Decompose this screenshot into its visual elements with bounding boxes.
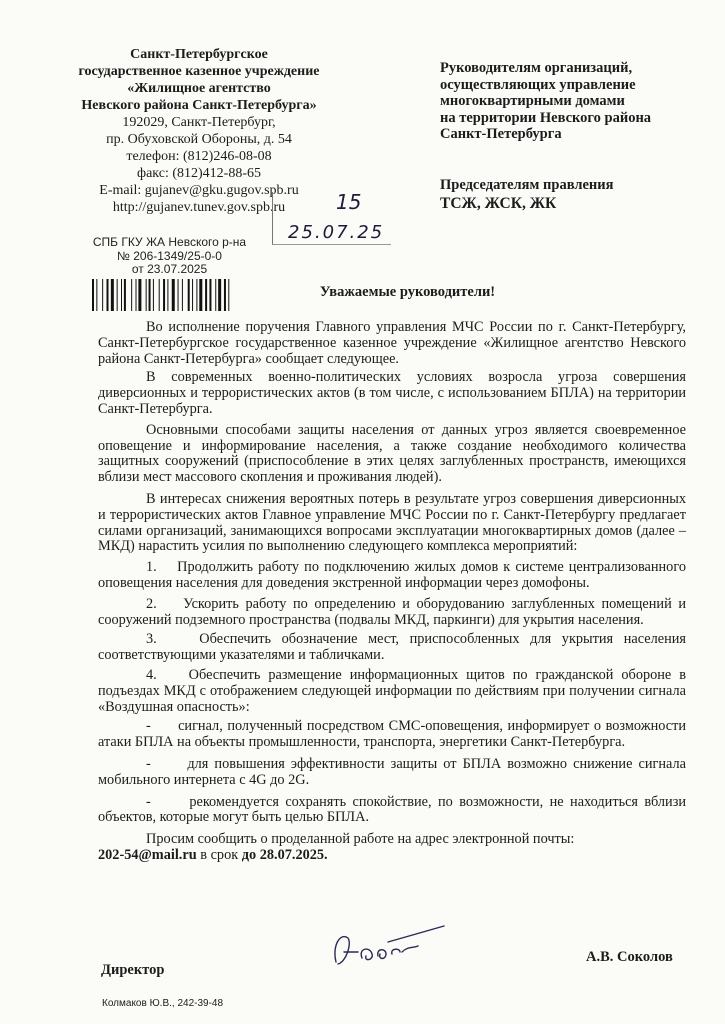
recipient-block-2 <box>440 177 710 212</box>
contact-email[interactable]: 202-54@mail.ru <box>98 846 197 863</box>
deadline-date: до 28.07.2025. <box>241 846 328 863</box>
sender-block <box>40 46 358 216</box>
stamp-date: от 23.07.2025 <box>131 262 208 276</box>
dash-item-3: - рекомендуется сохранять спокойствие, по возможности, не находиться вблизи объектов, которые могут быть целью БПЛА. <box>98 793 686 826</box>
signature-name: А.В. Соколов <box>586 949 673 965</box>
sender-fax: факс: (812)412-88-65 <box>137 166 261 181</box>
list-item-3: 3. Обеспечить обозначение мест, приспособленных для укрытия населения соответствующими указателями и табличками. <box>98 631 686 664</box>
recipient-line-3: многоквартирными домами <box>440 93 625 109</box>
stamp-number: № 206-1349/25-0-0 <box>117 248 222 263</box>
sender-line-2: государственное казенное учреждение <box>78 64 320 79</box>
paragraph-1: Во исполнение поручения Главного управления МЧС России по г. Санкт-Петербургу, Санкт-Петербургское государственное казенное учреждение «Жилищное агентство Невского района Санкт-Петербурга» сообщает следующее. <box>98 319 686 367</box>
dash-item-2: - для повышения эффективности защиты от БПЛА возможно снижение сигнала мобильного интернета с 4G до 2G. <box>98 755 686 788</box>
sender-phone: телефон: (812)246-08-08 <box>126 149 272 164</box>
signature-title: Директор <box>101 962 165 978</box>
sender-address-2: пр. Обуховской Обороны, д. 54 <box>106 132 292 147</box>
recipient-line-2: осуществляющих управление <box>440 76 636 93</box>
registration-stamp <box>62 236 277 277</box>
recipient-line-7: ТСЖ, ЖСК, ЖК <box>440 194 557 212</box>
handwritten-signature <box>318 918 448 974</box>
recipient-line-5: Санкт-Петербурга <box>440 126 562 142</box>
sender-line-1: Санкт-Петербургское <box>130 47 268 62</box>
stamp-org: СПБ ГКУ ЖА Невского р-на <box>92 235 247 249</box>
list-item-2: 2. Ускорить работу по определению и оборудованию заглубленных помещений и сооружений подземного пространства (подвалы МКД, паркинги) для укрытия населения. <box>98 595 686 628</box>
recipient-line-1: Руководителям организаций, <box>440 60 633 76</box>
incoming-number: 15 <box>336 190 362 214</box>
sender-web: http://gujanev.tunev.gov.spb.ru <box>112 200 286 215</box>
paragraph-2: В современных военно-политических условиях возросла угроза совершения диверсионных и террористических актов (в том числе, с использованием БПЛА) на территории Санкт-Петербурга. <box>98 369 686 417</box>
list-item-1: 1. Продолжить работу по подключению жилых домов к системе централизованного оповещения населения для доведения экстренной информации через домофоны. <box>98 559 686 591</box>
incoming-date: 25.07.25 <box>288 222 385 243</box>
executor-footer: Колмаков Ю.В., 242-39-48 <box>102 998 224 1009</box>
sender-line-4: Невского района Санкт-Петербурга» <box>81 98 317 113</box>
paragraph-3: Основными способами защиты населения от данных угроз является своевременное оповещение и информирование населения, а также создание необходимого количества защитных сооружений (приспособление в этих целях заглубленных пространств, имеющихся вблизи мест массового скопления и проживания людей). <box>98 421 686 486</box>
recipient-line-4: на территории Невского района <box>440 109 652 126</box>
dash-item-1: - сигнал, полученный посредством СМС-оповещения, информирует о возможности атаки БПЛА на объекты промышленности, транспорта, энергетики Санкт-Петербурга. <box>98 718 686 751</box>
recipient-block <box>440 60 710 143</box>
sender-address-1: 192029, Санкт-Петербург, <box>122 115 276 130</box>
recipient-line-6: Председателям правления <box>440 177 614 193</box>
sender-line-3: «Жилищное агентство <box>127 81 271 96</box>
sender-email: E-mail: gujanev@gku.gugov.spb.ru <box>99 183 299 198</box>
request-text: Просим сообщить о проделанной работе на адрес электронной почты: <box>146 831 575 848</box>
greeting: Уважаемые руководители! <box>319 284 496 300</box>
paragraph-4: В интересах снижения вероятных потерь в результате угроз совершения диверсионных и террористических актов Главное управление МЧС России по г. Санкт-Петербургу предлагает силами организаций, занимающихся вопросами эксплуатации многоквартирных домов (далее – МКД) нарастить усилия по выполнению следующего комплекса мероприятий: <box>98 490 686 555</box>
letter-body <box>98 320 686 864</box>
list-item-4: 4. Обеспечить размещение информационных щитов по гражданской обороне в подъездах МКД с отображением следующей информации по действиям при получении сигнала «Воздушная опасность»: <box>98 666 686 715</box>
deadline-connector: в срок <box>196 846 242 863</box>
request-deadline-line <box>98 848 686 864</box>
